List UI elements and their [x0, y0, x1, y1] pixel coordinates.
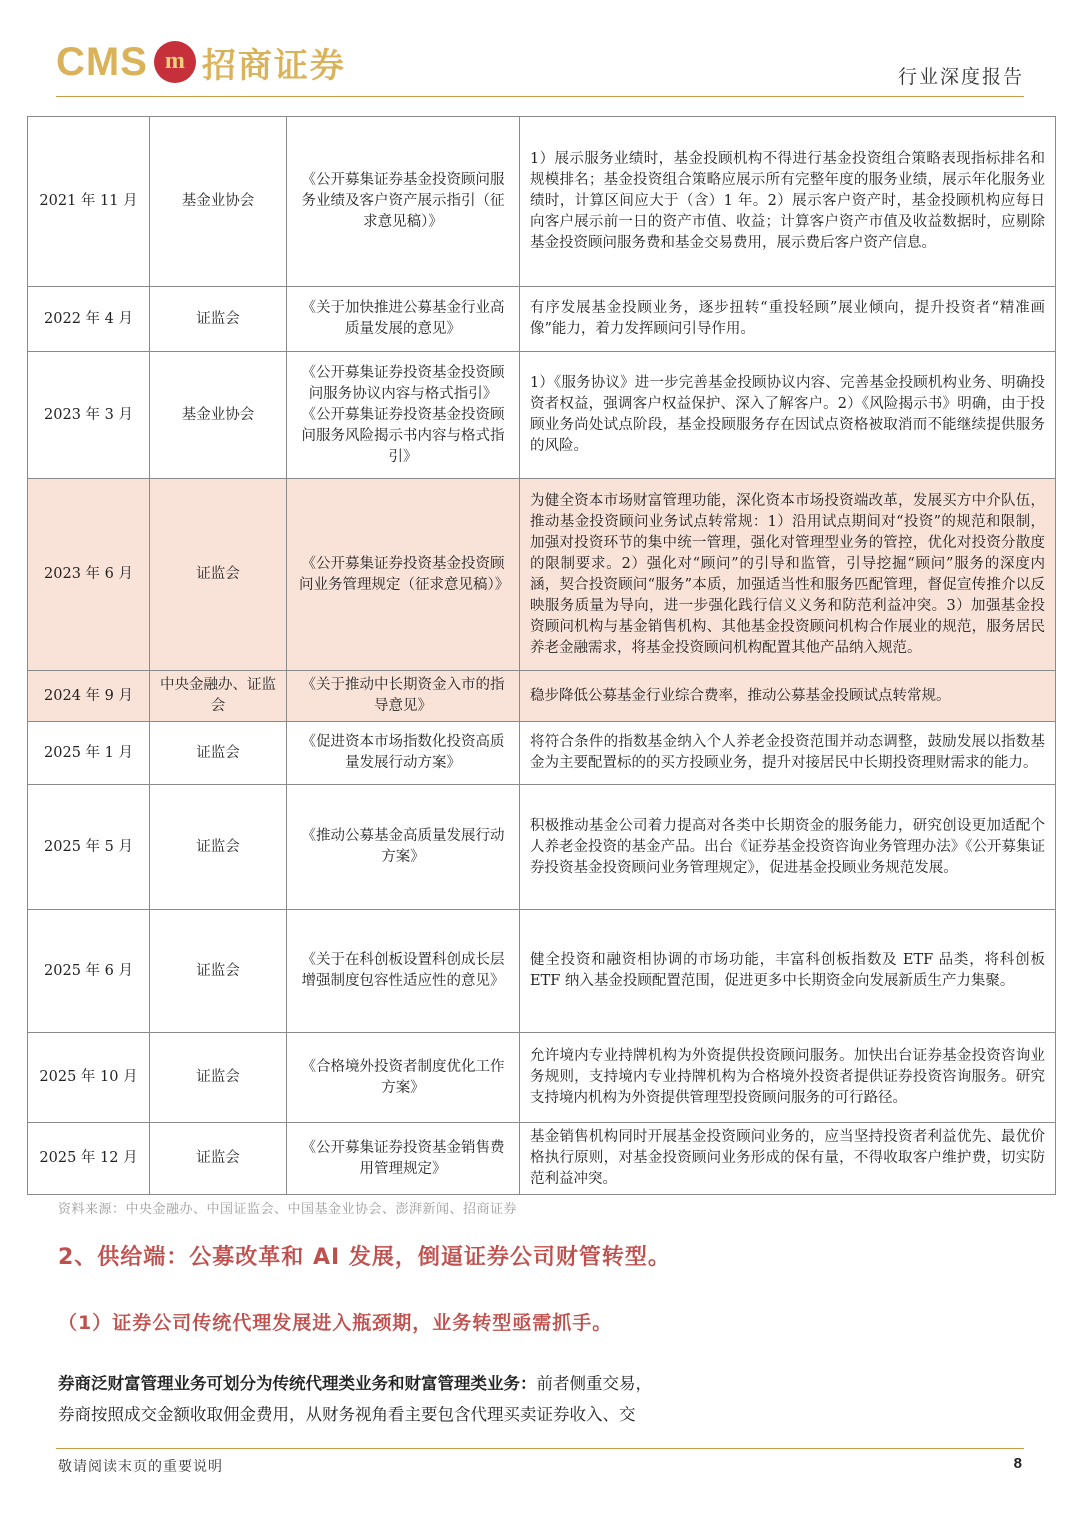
cell-description: 有序发展基金投顾业务，逐步扭转“重投轻顾”展业倾向，提升投资者“精准画像”能力，着力发挥顾问引导作用。 [520, 287, 1056, 352]
cell-org: 证监会 [150, 722, 287, 785]
logo-emblem-icon [154, 41, 196, 83]
cell-document: 《关于推动中长期资金入市的指导意见》 [287, 671, 520, 722]
cell-description: 基金销售机构同时开展基金投资顾问业务的，应当坚持投资者利益优先、最优价格执行原则，对基金投资顾问业务形成的保有量，不得收取客户维护费，切实防范利益冲突。 [520, 1123, 1056, 1195]
table-row [28, 722, 1056, 785]
body-line-1 [58, 1368, 1038, 1399]
cell-date: 2025 年 10 月 [28, 1033, 150, 1123]
cell-document: 《公开募集证券投资基金投资顾问服务协议内容与格式指引》《公开募集证券投资基金投资顾问服务风险揭示书内容与格式指引》 [287, 352, 520, 479]
table-row [28, 287, 1056, 352]
cell-date: 2025 年 1 月 [28, 722, 150, 785]
section-title: 2、供给端：公募改革和 AI 发展，倒逼证券公司财管转型。 [58, 1245, 671, 1270]
cell-org: 证监会 [150, 1033, 287, 1123]
logo-chinese-name: 招商证券 [201, 45, 346, 86]
table-row [28, 1033, 1056, 1123]
body-paragraph [58, 1368, 1038, 1430]
cell-document: 《促进资本市场指数化投资高质量发展行动方案》 [287, 722, 520, 785]
subsection-title: （1）证券公司传统代理发展进入瓶颈期，业务转型亟需抓手。 [58, 1312, 613, 1334]
cell-document: 《推动公募基金高质量发展行动方案》 [287, 785, 520, 910]
cell-document: 《公开募集证券投资基金销售费用管理规定》 [287, 1123, 520, 1195]
cell-date: 2023 年 3 月 [28, 352, 150, 479]
policy-table [27, 116, 1056, 1195]
cell-date: 2025 年 5 月 [28, 785, 150, 910]
cell-date: 2022 年 4 月 [28, 287, 150, 352]
report-type-label: 行业深度报告 [897, 66, 1024, 88]
cell-description: 1）《服务协议》进一步完善基金投顾协议内容、完善基金投顾机构业务、明确投资者权益，强调客户权益保护、深入了解客户。2）《风险揭示书》明确，由于投顾业务尚处试点阶段，基金投顾服务存在因试点资格被取消而不能继续提供服务的风险。 [520, 352, 1056, 479]
cell-org: 证监会 [150, 785, 287, 910]
cell-org: 基金业协会 [150, 352, 287, 479]
table-row [28, 352, 1056, 479]
cell-document: 《关于加快推进公募基金行业高质量发展的意见》 [287, 287, 520, 352]
cell-org: 证监会 [150, 1123, 287, 1195]
cell-org: 基金业协会 [150, 117, 287, 287]
cell-document: 《合格境外投资者制度优化工作方案》 [287, 1033, 520, 1123]
cell-description: 健全投资和融资相协调的市场功能，丰富科创板指数及 ETF 品类，将科创板 ETF 纳入基金投顾配置范围，促进更多中长期资金向发展新质生产力集聚。 [520, 910, 1056, 1033]
cell-document: 《公开募集证券基金投资顾问服务业绩及客户资产展示指引（征求意见稿）》 [287, 117, 520, 287]
table-row [28, 910, 1056, 1033]
cell-description: 将符合条件的指数基金纳入个人养老金投资范围并动态调整，鼓励发展以指数基金为主要配置标的的买方投顾业务，提升对接居民中长期投资理财需求的能力。 [520, 722, 1056, 785]
cell-document: 《关于在科创板设置科创成长层 增强制度包容性适应性的意见》 [287, 910, 520, 1033]
cell-org: 证监会 [150, 287, 287, 352]
cell-org: 证监会 [150, 479, 287, 671]
cell-description: 1）展示服务业绩时，基金投顾机构不得进行基金投资组合策略表现指标排名和规模排名；基金投资组合策略应展示所有完整年度的服务业绩，展示年化服务业绩时，计算区间应大于（含）1 年。2）展示客户资产时，基金投顾机构应每日向客户展示前一日的资产市值、收益；计算客户资产市值及收益数据时，应剔除基金投资顾问服务费和基金交易费用，展示费后客户资产信息。 [520, 117, 1056, 287]
header-divider [56, 96, 1024, 97]
cell-date: 2021 年 11 月 [28, 117, 150, 287]
cell-description: 积极推动基金公司着力提高对各类中长期资金的服务能力，研究创设更加适配个人养老金投资的基金产品。出台《证券基金投资咨询业务管理办法》《公开募集证券投资基金投资顾问业务管理规定》，促进基金投顾业务规范发展。 [520, 785, 1056, 910]
cell-org: 证监会 [150, 910, 287, 1033]
source-note: 资料来源：中央金融办、中国证监会、中国基金业协会、澎湃新闻、招商证券 [58, 1202, 518, 1217]
cell-date: 2024 年 9 月 [28, 671, 150, 722]
cms-logo [56, 36, 346, 88]
cell-date: 2025 年 12 月 [28, 1123, 150, 1195]
body-line-2: 券商按照成交金额收取佣金费用，从财务视角看主要包含代理买卖证券收入、交 [58, 1405, 636, 1424]
cell-description: 稳步降低公募基金行业综合费率，推动公募基金投顾试点转常规。 [520, 671, 1056, 722]
cell-date: 2023 年 6 月 [28, 479, 150, 671]
page-header [0, 0, 1080, 100]
cell-date: 2025 年 6 月 [28, 910, 150, 1033]
body-bold-lead: 券商泛财富管理业务可划分为传统代理类业务和财富管理类业务： [58, 1374, 537, 1393]
cell-org: 中央金融办、证监会 [150, 671, 287, 722]
table-row [28, 479, 1056, 671]
table-row [28, 1123, 1056, 1195]
logo-cms-text: CMS [56, 39, 148, 84]
table-row [28, 117, 1056, 287]
footer-note: 敬请阅读末页的重要说明 [58, 1459, 223, 1475]
cell-document: 《公开募集证券投资基金投资顾问业务管理规定（征求意见稿）》 [287, 479, 520, 671]
table-row [28, 785, 1056, 910]
cell-description: 为健全资本市场财富管理功能，深化资本市场投资端改革，发展买方中介队伍，推动基金投资顾问业务试点转常规：1）沿用试点期间对“投资”的规范和限制，加强对投资环节的集中统一管理，强化对管理型业务的管控，优化对投资分散度的限制要求。2）强化对“顾问”的引导和监管，引导挖掘“顾问”服务的深度内涵，契合投资顾问“服务”本质，加强适当性和服务匹配管理，督促宣传推介以反映服务质量为导向，进一步强化践行信义义务和防范利益冲突。3）加强基金投资顾问机构与基金销售机构、其他基金投资顾问机构合作展业的规范，服务居民养老金融需求，将基金投资顾问机构配置其他产品纳入规范。 [520, 479, 1056, 671]
body-line-1-rest: 前者侧重交易， [536, 1374, 652, 1393]
cell-description: 允许境内专业持牌机构为外资提供投资顾问服务。加快出台证券基金投资咨询业务规则，支持境内专业持牌机构为合格境外投资者提供证券投资咨询服务。研究支持境内机构为外资提供管理型投资顾问服务的可行路径。 [520, 1033, 1056, 1123]
logo-emblem-glyph: m [164, 48, 185, 74]
footer-divider [56, 1448, 1024, 1449]
policy-table-body [28, 117, 1056, 1195]
table-row [28, 671, 1056, 722]
page-number: 8 [1013, 1455, 1022, 1472]
